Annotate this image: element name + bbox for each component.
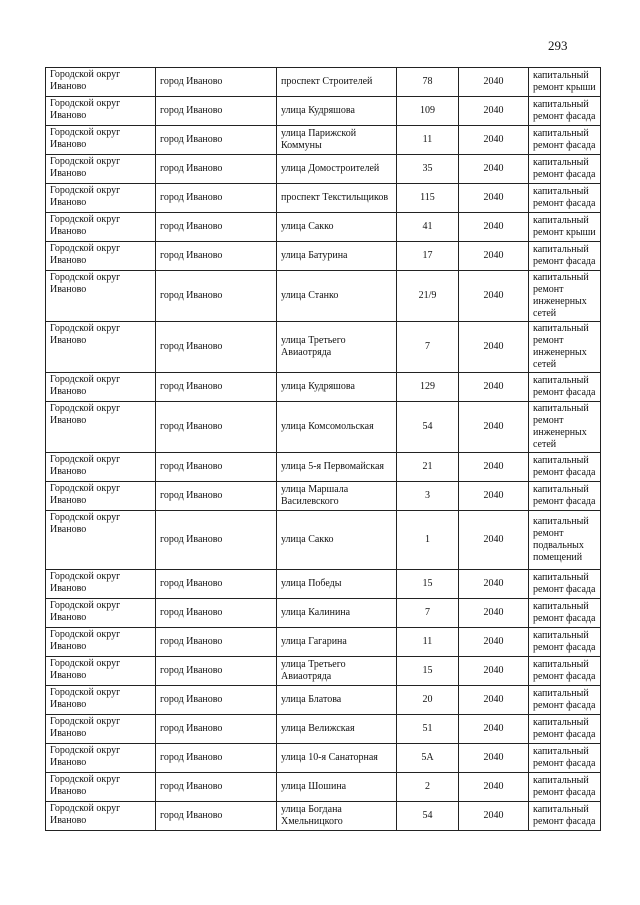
- street-cell: улица Сакко: [277, 213, 397, 242]
- work-type-cell: капитальный ремонт фасада: [529, 802, 601, 831]
- table-row: [46, 802, 601, 831]
- work-type-cell: капитальный ремонт фасада: [529, 155, 601, 184]
- table-row: [46, 213, 601, 242]
- house-number-cell: 2: [397, 773, 459, 802]
- city-cell: город Иваново: [156, 322, 277, 373]
- street-cell: улица Станко: [277, 271, 397, 322]
- table-row: [46, 126, 601, 155]
- house-number-cell: 54: [397, 402, 459, 453]
- year-cell: 2040: [459, 686, 529, 715]
- municipality-cell: Городской округ Иваново: [46, 126, 156, 155]
- city-cell: город Иваново: [156, 213, 277, 242]
- house-number-cell: 1: [397, 511, 459, 570]
- house-number-cell: 11: [397, 628, 459, 657]
- street-cell: улица Батурина: [277, 242, 397, 271]
- year-cell: 2040: [459, 271, 529, 322]
- year-cell: 2040: [459, 68, 529, 97]
- work-type-cell: капитальный ремонт фасада: [529, 482, 601, 511]
- year-cell: 2040: [459, 773, 529, 802]
- page-number: 293: [548, 38, 568, 53]
- year-cell: 2040: [459, 97, 529, 126]
- house-number-cell: 20: [397, 686, 459, 715]
- house-number-cell: 51: [397, 715, 459, 744]
- table-row: [46, 402, 601, 453]
- street-cell: улица Маршала Василевского: [277, 482, 397, 511]
- municipality-cell: Городской округ Иваново: [46, 715, 156, 744]
- street-cell: улица Комсомольская: [277, 402, 397, 453]
- municipality-cell: Городской округ Иваново: [46, 570, 156, 599]
- municipality-cell: Городской округ Иваново: [46, 213, 156, 242]
- municipality-cell: Городской округ Иваново: [46, 242, 156, 271]
- year-cell: 2040: [459, 213, 529, 242]
- work-type-cell: капитальный ремонт фасада: [529, 686, 601, 715]
- city-cell: город Иваново: [156, 570, 277, 599]
- city-cell: город Иваново: [156, 271, 277, 322]
- table-row: [46, 628, 601, 657]
- work-type-cell: капитальный ремонт подвальных помещений: [529, 511, 601, 570]
- municipality-cell: Городской округ Иваново: [46, 322, 156, 373]
- street-cell: улица Богдана Хмельницкого: [277, 802, 397, 831]
- year-cell: 2040: [459, 657, 529, 686]
- municipality-cell: Городской округ Иваново: [46, 628, 156, 657]
- municipality-cell: Городской округ Иваново: [46, 184, 156, 213]
- table-row: [46, 773, 601, 802]
- table-row: [46, 715, 601, 744]
- table-row: [46, 322, 601, 373]
- table-row: [46, 242, 601, 271]
- house-number-cell: 115: [397, 184, 459, 213]
- house-number-cell: 7: [397, 322, 459, 373]
- table-row: [46, 184, 601, 213]
- year-cell: 2040: [459, 570, 529, 599]
- city-cell: город Иваново: [156, 802, 277, 831]
- city-cell: город Иваново: [156, 126, 277, 155]
- street-cell: улица Велижская: [277, 715, 397, 744]
- year-cell: 2040: [459, 628, 529, 657]
- house-number-cell: 54: [397, 802, 459, 831]
- municipality-cell: Городской округ Иваново: [46, 155, 156, 184]
- year-cell: 2040: [459, 322, 529, 373]
- house-number-cell: 15: [397, 570, 459, 599]
- municipality-cell: Городской округ Иваново: [46, 686, 156, 715]
- work-type-cell: капитальный ремонт инженерных сетей: [529, 402, 601, 453]
- municipality-cell: Городской округ Иваново: [46, 657, 156, 686]
- table-row: [46, 97, 601, 126]
- street-cell: улица Шошина: [277, 773, 397, 802]
- street-cell: улица Гагарина: [277, 628, 397, 657]
- house-number-cell: 11: [397, 126, 459, 155]
- year-cell: 2040: [459, 482, 529, 511]
- municipality-cell: Городской округ Иваново: [46, 97, 156, 126]
- house-number-cell: 21: [397, 453, 459, 482]
- house-number-cell: 17: [397, 242, 459, 271]
- work-type-cell: капитальный ремонт фасада: [529, 657, 601, 686]
- work-type-cell: капитальный ремонт фасада: [529, 453, 601, 482]
- table-row: [46, 68, 601, 97]
- table-row: [46, 599, 601, 628]
- work-type-cell: капитальный ремонт фасада: [529, 628, 601, 657]
- street-cell: улица Третьего Авиаотряда: [277, 657, 397, 686]
- year-cell: 2040: [459, 453, 529, 482]
- table-row: [46, 373, 601, 402]
- work-type-cell: капитальный ремонт фасада: [529, 373, 601, 402]
- table-row: [46, 570, 601, 599]
- year-cell: 2040: [459, 402, 529, 453]
- street-cell: улица 10-я Санаторная: [277, 744, 397, 773]
- table-row: [46, 511, 601, 570]
- municipality-cell: Городской округ Иваново: [46, 511, 156, 570]
- city-cell: город Иваново: [156, 402, 277, 453]
- table-row: [46, 686, 601, 715]
- work-type-cell: капитальный ремонт фасада: [529, 570, 601, 599]
- house-number-cell: 41: [397, 213, 459, 242]
- work-type-cell: капитальный ремонт крыши: [529, 213, 601, 242]
- house-number-cell: 35: [397, 155, 459, 184]
- work-type-cell: капитальный ремонт фасада: [529, 126, 601, 155]
- house-number-cell: 7: [397, 599, 459, 628]
- year-cell: 2040: [459, 802, 529, 831]
- municipality-cell: Городской округ Иваново: [46, 373, 156, 402]
- street-cell: улица Домостроителей: [277, 155, 397, 184]
- city-cell: город Иваново: [156, 744, 277, 773]
- table-row: [46, 657, 601, 686]
- city-cell: город Иваново: [156, 68, 277, 97]
- city-cell: город Иваново: [156, 242, 277, 271]
- street-cell: проспект Текстильщиков: [277, 184, 397, 213]
- work-type-cell: капитальный ремонт фасада: [529, 599, 601, 628]
- year-cell: 2040: [459, 511, 529, 570]
- street-cell: улица Третьего Авиаотряда: [277, 322, 397, 373]
- city-cell: город Иваново: [156, 155, 277, 184]
- house-number-cell: 5А: [397, 744, 459, 773]
- house-number-cell: 129: [397, 373, 459, 402]
- municipality-cell: Городской округ Иваново: [46, 773, 156, 802]
- municipality-cell: Городской округ Иваново: [46, 802, 156, 831]
- city-cell: город Иваново: [156, 715, 277, 744]
- table-row: [46, 482, 601, 511]
- work-type-cell: капитальный ремонт инженерных сетей: [529, 322, 601, 373]
- municipality-cell: Городской округ Иваново: [46, 68, 156, 97]
- municipality-cell: Городской округ Иваново: [46, 482, 156, 511]
- street-cell: улица Блатова: [277, 686, 397, 715]
- table-row: [46, 155, 601, 184]
- year-cell: 2040: [459, 373, 529, 402]
- year-cell: 2040: [459, 184, 529, 213]
- street-cell: улица Калинина: [277, 599, 397, 628]
- street-cell: улица Кудряшова: [277, 97, 397, 126]
- street-cell: улица Кудряшова: [277, 373, 397, 402]
- table-row: [46, 744, 601, 773]
- municipality-cell: Городской округ Иваново: [46, 599, 156, 628]
- year-cell: 2040: [459, 599, 529, 628]
- city-cell: город Иваново: [156, 184, 277, 213]
- work-type-cell: капитальный ремонт фасада: [529, 715, 601, 744]
- city-cell: город Иваново: [156, 773, 277, 802]
- municipality-cell: Городской округ Иваново: [46, 271, 156, 322]
- house-number-cell: 21/9: [397, 271, 459, 322]
- house-number-cell: 15: [397, 657, 459, 686]
- street-cell: улица Парижской Коммуны: [277, 126, 397, 155]
- city-cell: город Иваново: [156, 511, 277, 570]
- year-cell: 2040: [459, 155, 529, 184]
- city-cell: город Иваново: [156, 482, 277, 511]
- year-cell: 2040: [459, 126, 529, 155]
- street-cell: улица Сакко: [277, 511, 397, 570]
- work-type-cell: капитальный ремонт фасада: [529, 97, 601, 126]
- city-cell: город Иваново: [156, 97, 277, 126]
- municipality-cell: Городской округ Иваново: [46, 402, 156, 453]
- municipality-cell: Городской округ Иваново: [46, 744, 156, 773]
- house-number-cell: 109: [397, 97, 459, 126]
- city-cell: город Иваново: [156, 453, 277, 482]
- work-type-cell: капитальный ремонт инженерных сетей: [529, 271, 601, 322]
- work-type-cell: капитальный ремонт крыши: [529, 68, 601, 97]
- housing-repair-table: [45, 67, 601, 831]
- year-cell: 2040: [459, 242, 529, 271]
- work-type-cell: капитальный ремонт фасада: [529, 773, 601, 802]
- house-number-cell: 78: [397, 68, 459, 97]
- street-cell: улица 5-я Первомайская: [277, 453, 397, 482]
- work-type-cell: капитальный ремонт фасада: [529, 184, 601, 213]
- municipality-cell: Городской округ Иваново: [46, 453, 156, 482]
- city-cell: город Иваново: [156, 657, 277, 686]
- table-row: [46, 271, 601, 322]
- house-number-cell: 3: [397, 482, 459, 511]
- city-cell: город Иваново: [156, 686, 277, 715]
- work-type-cell: капитальный ремонт фасада: [529, 744, 601, 773]
- city-cell: город Иваново: [156, 373, 277, 402]
- year-cell: 2040: [459, 744, 529, 773]
- city-cell: город Иваново: [156, 628, 277, 657]
- street-cell: проспект Строителей: [277, 68, 397, 97]
- city-cell: город Иваново: [156, 599, 277, 628]
- work-type-cell: капитальный ремонт фасада: [529, 242, 601, 271]
- table-row: [46, 453, 601, 482]
- street-cell: улица Победы: [277, 570, 397, 599]
- year-cell: 2040: [459, 715, 529, 744]
